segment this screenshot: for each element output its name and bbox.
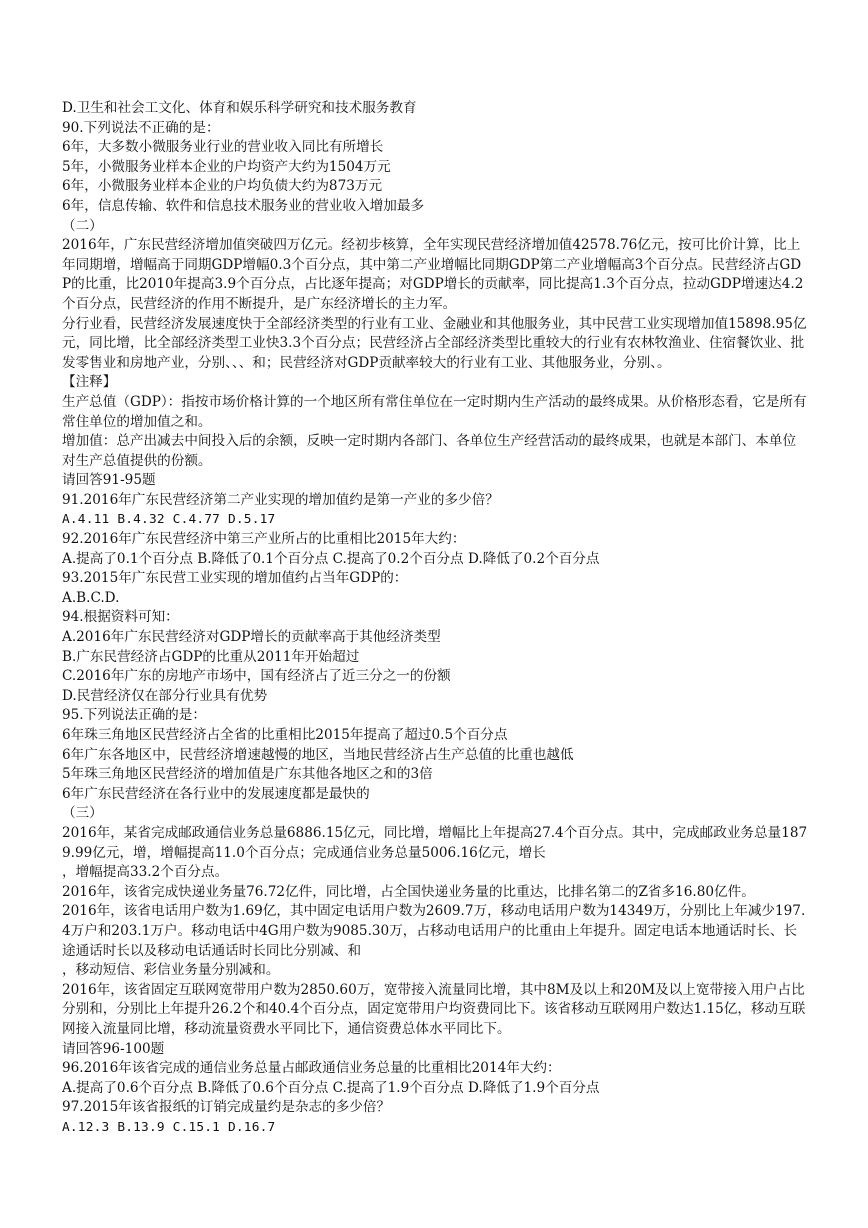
question-94: 94.根据资料可知： (62, 609, 179, 626)
options-91: A.4.11 B.4.32 C.4.77 D.5.17 (62, 512, 276, 528)
question-97: 97.2015年该省报纸的订销完成量约是杂志的多少倍？ (62, 1099, 391, 1116)
text-line: 5年，小微服务业样本企业的户均资产大约为1504万元 (62, 158, 391, 175)
option-b: B.广东民营经济占GDP的比重从2011年开始超过 (62, 648, 360, 665)
text-line: 5年珠三角地区民营经济的增加值是广东其他各地区之和的3倍 (62, 766, 433, 783)
paragraph: 2016年，该省完成快递业务量76.72亿件，同比增，占全国快递业务量的比重达，比排名第二的Z省多16.80亿件。 (62, 883, 755, 900)
option-d: D.民营经济仅在部分行业具有优势 (62, 687, 268, 704)
notes-heading: 【注释】 (62, 374, 117, 391)
options-97: A.12.3 B.13.9 C.15.1 D.16.7 (62, 1119, 276, 1135)
question-90: 90.下列说法不正确的是： (62, 119, 220, 136)
text-line: 6年广东各地区中，民营经济增速越慢的地区，当地民营经济占生产总值的比重也越低 (62, 746, 574, 763)
section-heading: （三） (62, 805, 103, 822)
note-value-added: 增加值：总产出减去中间投入后的余额，反映一定时期内各部门、各单位生产经营活动的最终成果，也就是本部门、本单位对生产总值提供的份额。 (62, 433, 797, 469)
instruction-line: 请回答91-95题 (62, 472, 156, 489)
section-heading: （二） (62, 217, 103, 234)
paragraph: 2016年，广东民营经济增加值突破四万亿元。经初步核算，全年实现民营经济增加值42578.76亿元，按可比价计算，比上年同期增，增幅高于同期GDP增幅0.3个百分点，其中第二产业增幅比同期GDP第二产业增幅高3个百分点。民营经济占GDP的比重，比2010年提高3.9个百分点，占比逐年提高；对GDP增长的贡献率，同比提高1.3个百分点，拉动GDP增速达4.2个百分点，民营经济的作用不断提升，是广东经济增长的主力军。 (62, 237, 804, 312)
instruction-line: 请回答96-100题 (62, 1040, 165, 1057)
text-line: ，增幅提高33.2个百分点。 (62, 864, 229, 881)
options-93: A.B.C.D. (62, 589, 120, 606)
paragraph: 2016年，该省固定互联网宽带用户数为2850.60万，宽带接入流量同比增，其中8M及以上和20M及以上宽带接入用户占比分别和，分别比上年提升26.2个和40.4个百分点，固定宽带用户均资费同比下。该省移动互联网用户数达1.15亿，移动互联网接入流量同比增，移动流量资费水平同比下，通信资费总体水平同比下。 (62, 981, 806, 1037)
options-92: A.提高了0.1个百分点 B.降低了0.1个百分点 C.提高了0.2个百分点 D.降低了0.2个百分点 (62, 550, 600, 567)
option-c: C.2016年广东的房地产市场中，国有经济占了近三分之一的份额 (62, 668, 451, 685)
paragraph: 分行业看，民营经济发展速度快于全部经济类型的行业有工业、金融业和其他服务业，其中民营工业实现增加值15898.95亿元，同比增，比全部经济类型工业快3.3个百分点；民营经济占全部经济类型比重较大的行业有农林牧渔业、住宿餐饮业、批发零售业和房地产业，分别、、、和；民营经济对GDP贡献率较大的行业有工业、其他服务业，分别、。 (62, 315, 807, 371)
option-a: A.2016年广东民营经济对GDP增长的贡献率高于其他经济类型 (62, 629, 441, 646)
paragraph: 2016年，该省电话用户数为1.69亿，其中固定电话用户数为2609.7万，移动电话用户数为14349万，分别比上年减少197.4万户和203.1万户。移动电话中4G用户数为9085.30万，占移动电话用户的比重由上年提升。固定电话本地通话时长、长途通话时长以及移动电话通话时长同比分别减、和 (62, 903, 806, 959)
text-line: 6年广东民营经济在各行业中的发展速度都是最快的 (62, 785, 370, 802)
question-96: 96.2016年该省完成的通信业务总量占邮政通信业务总量的比重相比2014年大约： (62, 1060, 561, 1077)
text-line: ，移动短信、彩信业务量分别减和。 (62, 962, 280, 979)
text-line: 6年，小微服务业样本企业的户均负债大约为873万元 (62, 178, 383, 195)
document-page (62, 99, 808, 1137)
text-line: 6年珠三角地区民营经济占全省的比重相比2015年提高了超过0.5个百分点 (62, 727, 508, 743)
text-line: D.卫生和社会工文化、体育和娱乐科学研究和技术服务教育 (62, 100, 417, 116)
question-91: 91.2016年广东民营经济第二产业实现的增加值约是第一产业的多少倍？ (62, 491, 499, 508)
note-gdp: 生产总值（GDP）：指按市场价格计算的一个地区所有常住单位在一定时期内生产活动的最终成果。从价格形态看，它是所有常住单位的增加值之和。 (62, 393, 807, 430)
text-line: 6年，信息传输、软件和信息技术服务业的营业收入增加最多 (62, 197, 425, 214)
question-93: 93.2015年广东民营工业实现的增加值约占当年GDP的： (62, 570, 408, 587)
paragraph: 2016年，某省完成邮政通信业务总量6886.15亿元，同比增，增幅比上年提高27.4个百分点。其中，完成邮政业务总量1879.99亿元，增，增幅提高11.0个百分点；完成通信业务总量5006.16亿元，增长 (62, 824, 808, 861)
options-96: A.提高了0.6个百分点 B.降低了0.6个百分点 C.提高了1.9个百分点 D.降低了1.9个百分点 (62, 1079, 600, 1096)
question-95: 95.下列说法正确的是： (62, 707, 206, 724)
text-line: 6年，大多数小微服务业行业的营业收入同比有所增长 (62, 139, 384, 156)
question-92: 92.2016年广东民营经济中第三产业所占的比重相比2015年大约： (62, 531, 466, 548)
